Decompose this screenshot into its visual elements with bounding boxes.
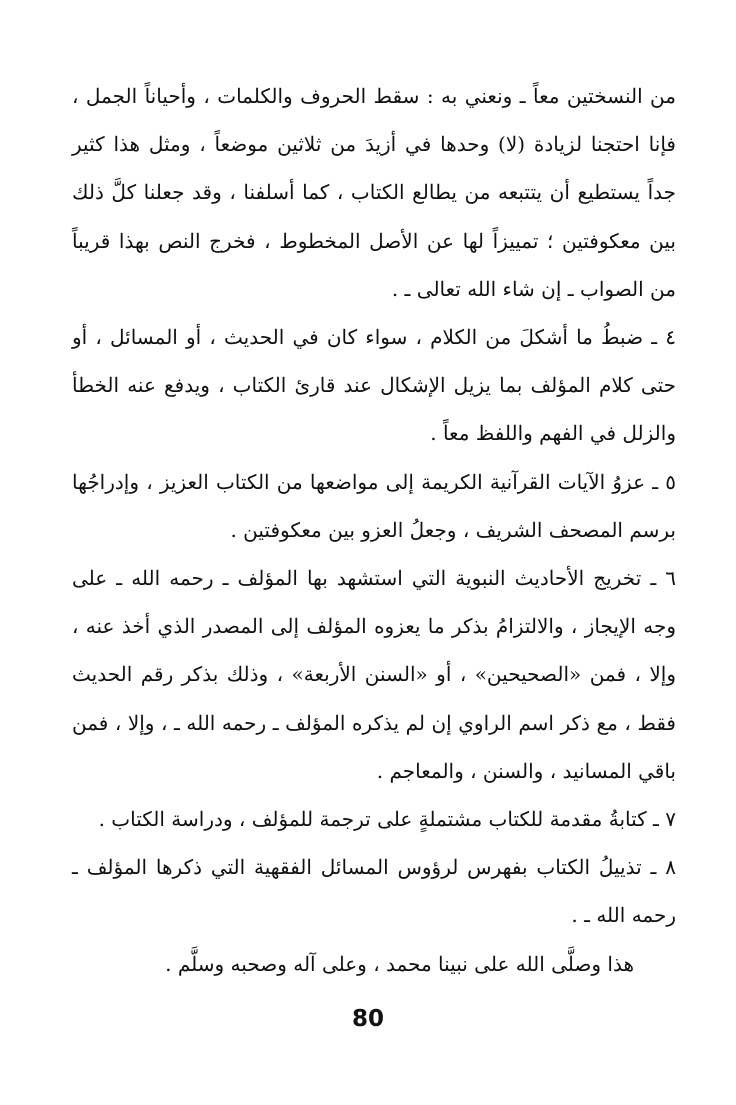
closing-line: هذا وصلَّى الله على نبينا محمد ، وعلى آله وصحبه وسلَّم . <box>165 951 634 976</box>
paragraph-intro-continuation: من النسختين معاً ـ ونعني به : سقط الحروف والكلمات ، وأحياناً الجمل ، فإنا احتجنا لزيادة (لا) وحدها في أزيدَ من ثلاثين موضعاً ، ومثل هذا كثير جداً يستطيع أن يتتبعه من يطالع الكتاب ، كما أسلفنا ، وقد جعلنا كلَّ ذلك بين معكوفتين ؛ تمييزاً لها عن الأصل المخطوط ، فخرج النص بهذا قريباً من الصواب ـ إن شاء الله تعالى ـ . <box>72 84 676 301</box>
paragraph-item-7: ٧ ـ كتابةُ مقدمة للكتاب مشتملةٍ على ترجمة للمؤلف ، ودراسة الكتاب . <box>98 807 676 832</box>
paragraph-item-6: ٦ ـ تخريج الأحاديث النبوية التي استشهد بها المؤلف ـ رحمه الله ـ على وجه الإيجاز ، والالتزامُ بذكر ما يعزوه المؤلف إلى المصدر الذي أخذ عنه ، وإلا ، فمن «الصحيحين» ، أو «السنن الأربعة» ، وذلك بذكر رقم الحديث فقط ، مع ذكر اسم الراوي إن لم يذكره المؤلف ـ رحمه الله ـ ، وإلا ، فمن باقي المسانيد ، والسنن ، والمعاجم . <box>72 566 676 783</box>
paragraph-item-4: ٤ ـ ضبطُ ما أشكلَ من الكلام ، سواء كان في الحديث ، أو المسائل ، أو حتى كلام المؤلف بما يزيل الإشكال عند قارئ الكتاب ، ويدفع عنه الخطأ والزلل في الفهم واللفظ معاً . <box>72 325 676 446</box>
paragraph-item-5: ٥ ـ عزوُ الآيات القرآنية الكريمة إلى مواضعها من الكتاب العزيز ، وإدراجُها برسم المصحف الشريف ، وجعلُ العزو بين معكوفتين . <box>72 469 676 542</box>
paragraph-item-8: ٨ ـ تذييلُ الكتاب بفهرس لرؤوس المسائل الفقهية التي ذكرها المؤلف ـ رحمه الله ـ . <box>72 855 676 928</box>
page-number: 80 <box>351 1006 384 1032</box>
